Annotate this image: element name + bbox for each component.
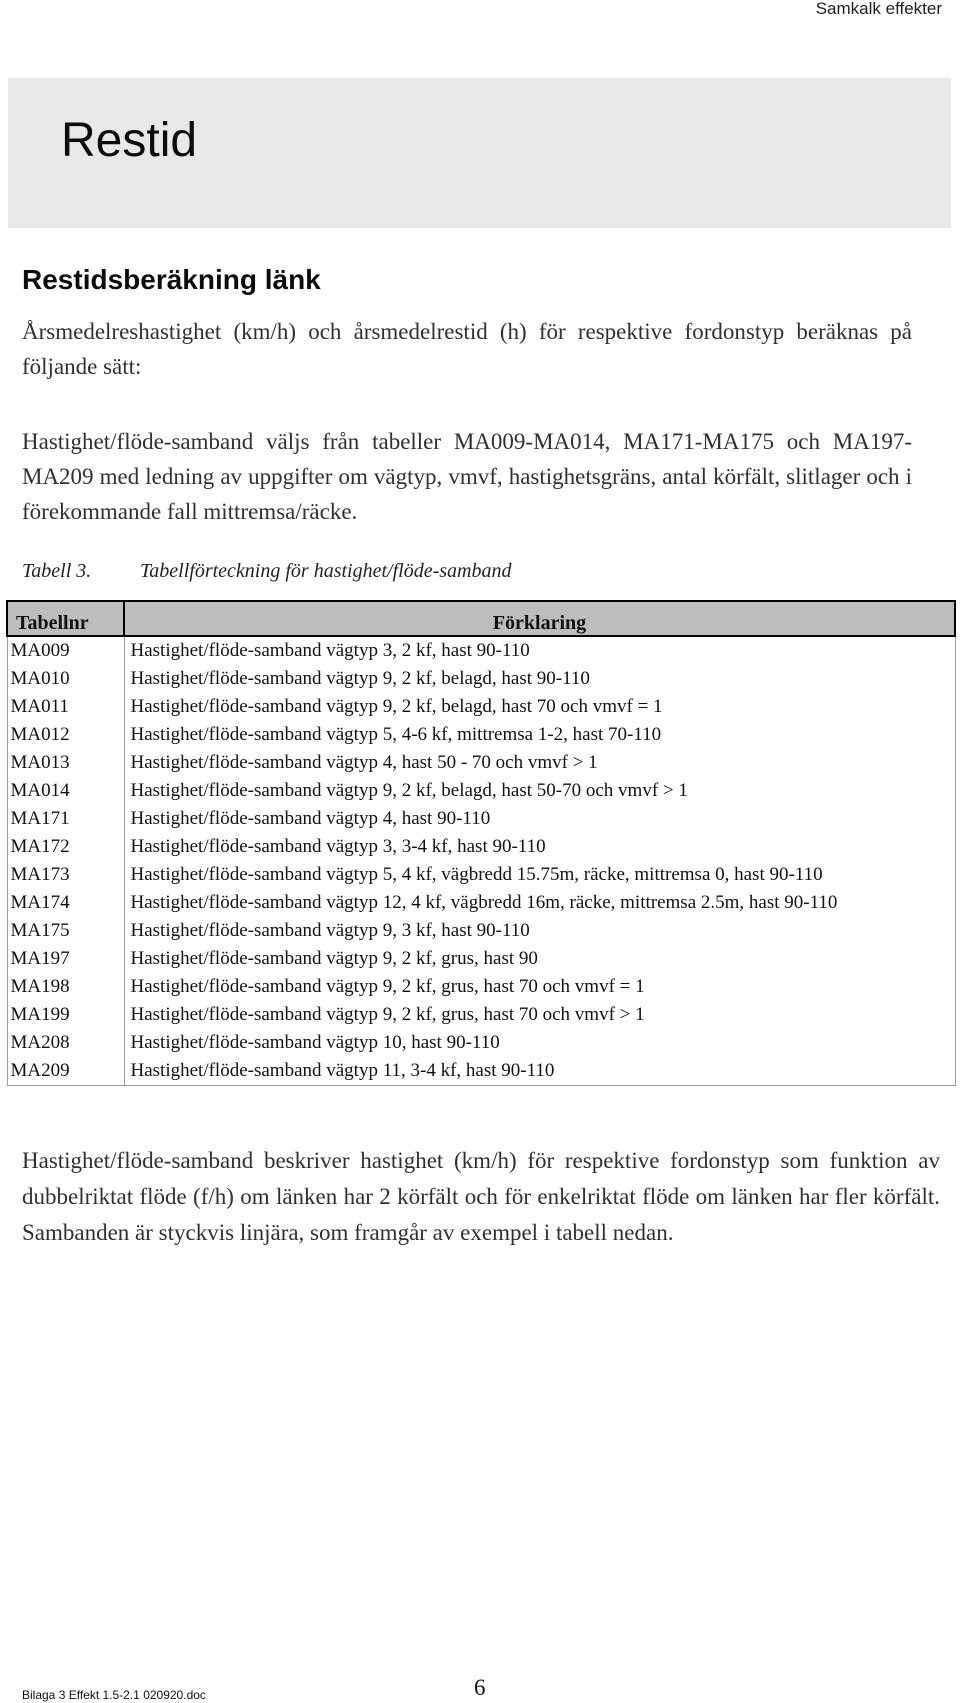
table-header-row xyxy=(7,601,955,636)
section-heading: Restidsberäkning länk xyxy=(22,264,321,295)
table-description-cell: Hastighet/flöde-samband vägtyp 4, hast 90-110 xyxy=(124,805,955,833)
table-number-cell: MA173 xyxy=(7,861,124,889)
table-number-cell: MA198 xyxy=(7,973,124,1001)
table-caption-number: Tabell 3. xyxy=(22,560,92,582)
table-number-cell: MA175 xyxy=(7,917,124,945)
table-row xyxy=(7,1001,955,1029)
intro-paragraph: Årsmedelreshastighet (km/h) och årsmedelrestid (h) för respektive fordonstyp beräknas på följande sätt: xyxy=(22,319,912,379)
table-description-cell: Hastighet/flöde-samband vägtyp 3, 2 kf, hast 90-110 xyxy=(124,636,955,665)
table-body xyxy=(7,636,955,1086)
table-number-cell: MA199 xyxy=(7,1001,124,1029)
table-number-cell: MA172 xyxy=(7,833,124,861)
table-number-cell: MA197 xyxy=(7,945,124,973)
table-number-cell: MA209 xyxy=(7,1057,124,1086)
table-row xyxy=(7,833,955,861)
table-number-cell: MA014 xyxy=(7,777,124,805)
table-row xyxy=(7,917,955,945)
table-row xyxy=(7,861,955,889)
table-description-cell: Hastighet/flöde-samband vägtyp 11, 3-4 kf, hast 90-110 xyxy=(124,1057,955,1086)
column-header-forklaring: Förklaring xyxy=(124,601,955,636)
table-row xyxy=(7,1057,955,1086)
table-row xyxy=(7,693,955,721)
table-description-cell: Hastighet/flöde-samband vägtyp 12, 4 kf, vägbredd 16m, räcke, mittremsa 2.5m, hast 90-110 xyxy=(124,889,955,917)
table-caption xyxy=(22,558,511,584)
table-number-cell: MA171 xyxy=(7,805,124,833)
table-number-cell: MA011 xyxy=(7,693,124,721)
table-description-cell: Hastighet/flöde-samband vägtyp 9, 3 kf, hast 90-110 xyxy=(124,917,955,945)
table-number-cell: MA009 xyxy=(7,636,124,665)
table-description-cell: Hastighet/flöde-samband vägtyp 5, 4 kf, vägbredd 15.75m, räcke, mittremsa 0, hast 90-110 xyxy=(124,861,955,889)
table-row xyxy=(7,777,955,805)
table-caption-text: Tabellförteckning för hastighet/flöde-samband xyxy=(140,560,512,582)
column-header-tabellnr: Tabellnr xyxy=(7,601,124,636)
table-row xyxy=(7,636,955,665)
table-description-cell: Hastighet/flöde-samband vägtyp 9, 2 kf, grus, hast 70 och vmvf = 1 xyxy=(124,973,955,1001)
table-number-cell: MA012 xyxy=(7,721,124,749)
table-description-cell: Hastighet/flöde-samband vägtyp 9, 2 kf, grus, hast 70 och vmvf > 1 xyxy=(124,1001,955,1029)
table-list xyxy=(6,600,956,1086)
table-number-cell: MA010 xyxy=(7,665,124,693)
page-number: 6 xyxy=(474,1675,486,1700)
table-row xyxy=(7,805,955,833)
table-row xyxy=(7,749,955,777)
description-paragraph: Hastighet/flöde-samband beskriver hastighet (km/h) för respektive fordonstyp som funktion av dubbelriktat flöde (f/h) om länken har 2 körfält och för enkelriktat flöde om länken har fler körfält. Sambanden är styckvis linjära, som framgår av exempel i tabell nedan. xyxy=(22,1148,940,1245)
table-description-cell: Hastighet/flöde-samband vägtyp 9, 2 kf, belagd, hast 70 och vmvf = 1 xyxy=(124,693,955,721)
table-row xyxy=(7,973,955,1001)
selection-paragraph: Hastighet/flöde-samband väljs från tabeller MA009-MA014, MA171-MA175 och MA197-MA209 med ledning av uppgifter om vägtyp, vmvf, hastighetsgräns, antal körfält, slitlager och i förekommande fall mittremsa/räcke. xyxy=(22,429,912,524)
table-number-cell: MA208 xyxy=(7,1029,124,1057)
table-description-cell: Hastighet/flöde-samband vägtyp 9, 2 kf, belagd, hast 50-70 och vmvf > 1 xyxy=(124,777,955,805)
table-number-cell: MA174 xyxy=(7,889,124,917)
page-title: Restid xyxy=(61,114,198,167)
table-row xyxy=(7,889,955,917)
running-header: Samkalk effekter xyxy=(815,0,942,18)
table-description-cell: Hastighet/flöde-samband vägtyp 10, hast 90-110 xyxy=(124,1029,955,1057)
table-row xyxy=(7,945,955,973)
table-description-cell: Hastighet/flöde-samband vägtyp 9, 2 kf, belagd, hast 90-110 xyxy=(124,665,955,693)
table-description-cell: Hastighet/flöde-samband vägtyp 5, 4-6 kf, mittremsa 1-2, hast 70-110 xyxy=(124,721,955,749)
table-description-cell: Hastighet/flöde-samband vägtyp 4, hast 50 - 70 och vmvf > 1 xyxy=(124,749,955,777)
table-row xyxy=(7,1029,955,1057)
table-description-cell: Hastighet/flöde-samband vägtyp 9, 2 kf, grus, hast 90 xyxy=(124,945,955,973)
footer-filename: Bilaga 3 Effekt 1.5-2.1 020920.doc xyxy=(22,1688,206,1702)
table-description-cell: Hastighet/flöde-samband vägtyp 3, 3-4 kf, hast 90-110 xyxy=(124,833,955,861)
table-row xyxy=(7,721,955,749)
table-row xyxy=(7,665,955,693)
table-number-cell: MA013 xyxy=(7,749,124,777)
